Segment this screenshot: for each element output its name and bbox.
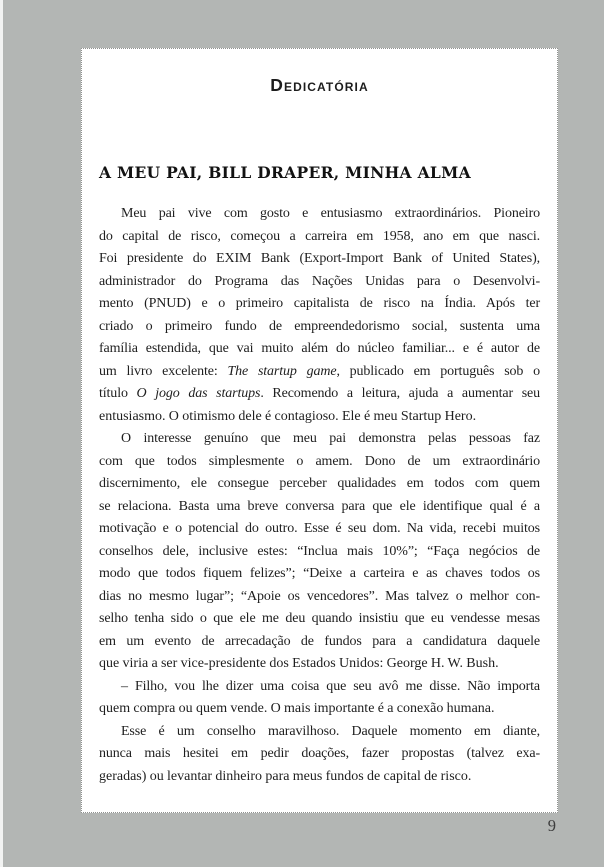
italic-book-title: The startup game	[227, 363, 337, 379]
text-line: mento (PNUD) e o primeiro capitalista de risco na Índia. Após ter	[99, 296, 540, 311]
text-line: dias no mesmo lugar”; “Apoie os vencedores”. Mas talvez o melhor con-	[99, 588, 540, 604]
text-line: Esse é um conselho maravilhoso. Daquele momento em diante,	[121, 723, 540, 739]
text-line: título O jogo das startups. Recomendo a leitura, ajuda a aumentar seu	[99, 386, 541, 401]
text-line: se relaciona. Basta uma breve conversa para que ele identifique qual é a	[99, 498, 540, 514]
text-line: Meu pai vive com gosto e entusiasmo extraordinários. Pioneiro	[121, 206, 540, 221]
text-line: do capital de risco, começou a carreira em 1958, ano em que nasci.	[99, 228, 540, 244]
chapter-header: Dedicatória	[270, 75, 369, 95]
text-line: discernimento, ele consegue perceber qualidades em todos com quem	[99, 476, 540, 491]
text-line: um livro excelente: The startup game, publicado em português sob o	[99, 363, 540, 379]
text-line: – Filho, vou lhe dizer uma coisa que seu avô me disse. Não importa	[121, 678, 540, 694]
text-line: com que todos simplesmente o amem. Dono de um extraordinário	[99, 453, 540, 469]
text-line: nunca mais hesitei em pedir doações, fazer propostas (talvez exa-	[99, 746, 540, 761]
italic-book-title: O jogo das startups	[136, 386, 261, 401]
body-text	[99, 203, 540, 788]
text-line: administrador do Programa das Nações Unidas para o Desenvolvi-	[99, 273, 540, 289]
text-line: Foi presidente do EXIM Bank (Export-Import Bank of United States),	[99, 251, 540, 266]
page-number: 9	[547, 816, 556, 835]
text-line: selho tenha sido o que ele me deu quando insistiu que eu vendesse mesas	[99, 611, 540, 626]
book-page	[81, 48, 558, 813]
window-edge-strip	[0, 0, 3, 867]
text-line: O interesse genuíno que meu pai demonstra pelas pessoas faz	[121, 431, 540, 446]
text-line: que viria a ser vice-presidente dos Estados Unidos: George H. W. Bush.	[99, 656, 499, 671]
text-line: conselhos dele, inclusive estes: “Inclua mais 10%”; “Faça negócios de	[99, 543, 540, 559]
text-line: geradas) ou levantar dinheiro para meus fundos de capital de risco.	[99, 768, 472, 784]
text-line: motivação e o potencial do outro. Esse é seu dom. Na vida, recebi muitos	[99, 521, 540, 536]
text-line: modo que todos fiquem felizes”; “Deixe a carteira e as chaves todos os	[99, 566, 540, 581]
text-line: quem compra ou quem vende. O mais importante é a conexão humana.	[99, 701, 495, 716]
text-line: criado o primeiro fundo de empreendedorismo social, sustenta uma	[99, 318, 540, 334]
text-line: em um evento de arrecadação de fundos para a candidatura daquele	[99, 633, 540, 649]
text-line: entusiasmo. O otimismo dele é contagioso. Ele é meu Startup Hero.	[99, 408, 477, 424]
dedication-heading: A MEU PAI, BILL DRAPER, MINHA ALMA	[99, 163, 471, 182]
text-line: família estendida, que vai muito além do núcleo familiar... e é autor de	[99, 341, 540, 356]
